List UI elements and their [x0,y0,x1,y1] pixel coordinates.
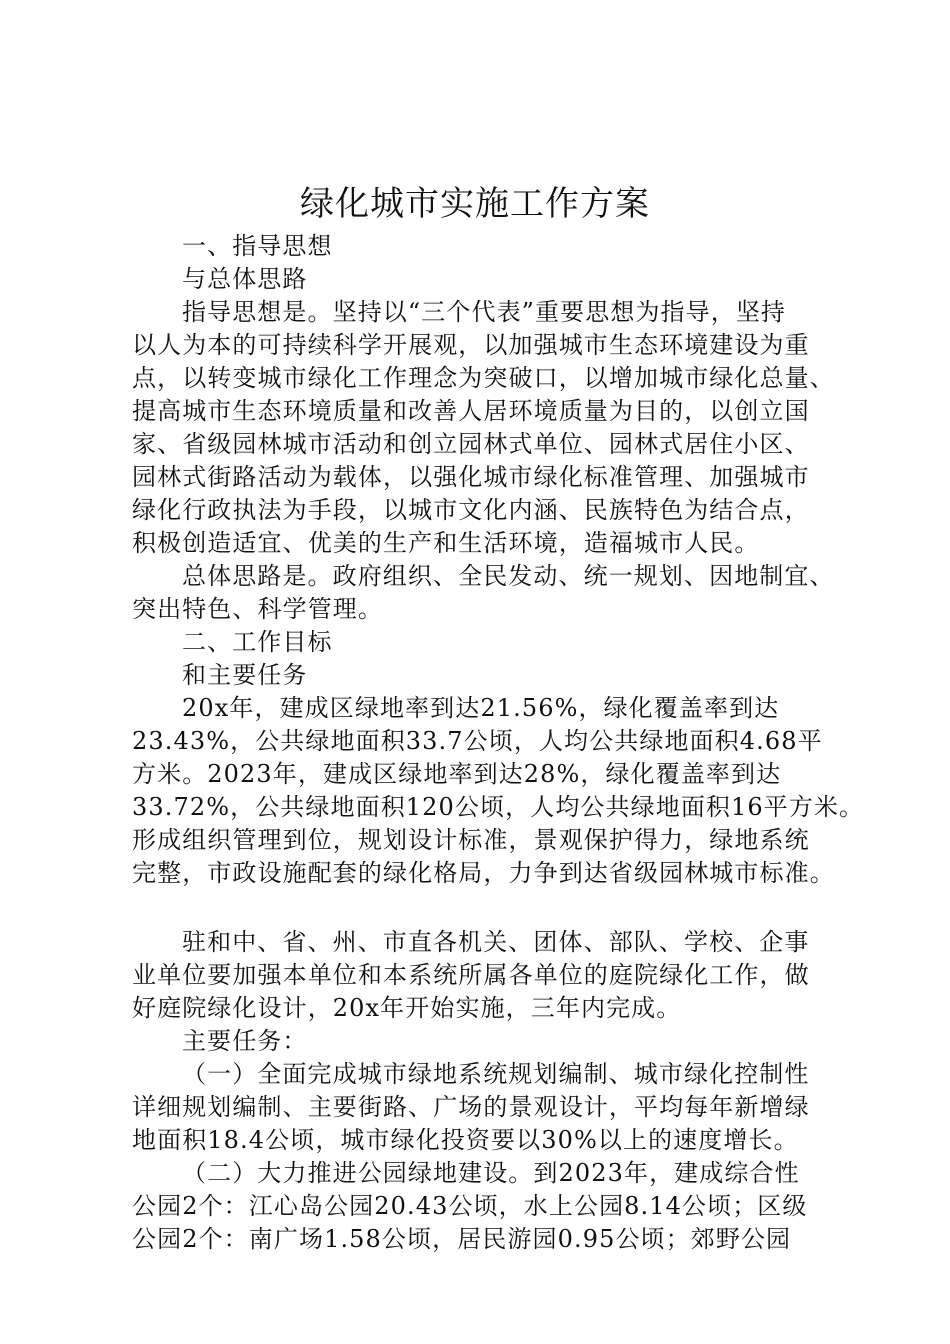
paragraph-line: 公园2个：南广场1.58公顷，居民游园0.95公顷；郊野公园 [132,1225,792,1253]
section-heading: 二、工作目标 [182,628,333,656]
paragraph-line: 积极创造适宜、优美的生产和生活环境，造福城市人民。 [132,529,760,557]
paragraph-line: 绿化行政执法为手段，以城市文化内涵、民族特色为结合点， [132,496,810,524]
paragraph-line: 园林式街路活动为载体，以强化城市绿化标准管理、加强城市 [132,463,810,491]
paragraph-line: 指导思想是。坚持以“三个代表”重要思想为指导，坚持 [182,298,787,326]
subheading: 主要任务： [182,1027,308,1055]
paragraph-line: 23.43%，公共绿地面积33.7公顷，人均公共绿地面积4.68平 [132,727,823,755]
document-title: 绿化城市实施工作方案 [300,184,650,224]
document-body [132,230,865,1256]
blank-line [132,890,832,926]
paragraph-line: 地面积18.4公顷，城市绿化投资要以30%以上的速度增长。 [132,1126,799,1154]
paragraph-line: （一）全面完成城市绿地系统规划编制、城市绿化控制性 [182,1060,810,1088]
paragraph-line: 详细规划编制、主要街路、广场的景观设计，平均每年新增绿 [132,1093,810,1121]
paragraph-line: （二）大力推进公园绿地建设。到2023年，建成综合性 [182,1159,800,1187]
paragraph-line: 总体思路是。政府组织、全民发动、统一规划、因地制宜、 [182,562,835,590]
paragraph-line: 33.72%，公共绿地面积120公顷，人均公共绿地面积16平方米。 [132,793,865,821]
paragraph-line: 20x年，建成区绿地率到达21.56%，绿化覆盖率到达 [182,694,780,722]
paragraph-line: 家、省级园林城市活动和创立园林式单位、园林式居住小区、 [132,430,810,458]
paragraph-line: 业单位要加强本单位和本系统所属各单位的庭院绿化工作，做 [132,961,810,989]
paragraph-line: 公园2个：江心岛公园20.43公顷，水上公园8.14公顷；区级 [132,1192,808,1220]
section-heading: 一、指导思想 [182,232,333,260]
paragraph-line: 方米。2023年，建成区绿地率到达28%，绿化覆盖率到达 [132,760,782,788]
paragraph-line: 点，以转变城市绿化工作理念为突破口，以增加城市绿化总量、 [132,364,835,392]
paragraph-line: 以人为本的可持续科学开展观，以加强城市生态环境建设为重 [132,331,810,359]
paragraph-line: 突出特色、科学管理。 [132,595,383,623]
paragraph-line: 好庭院绿化设计，20x年开始实施，三年内完成。 [132,994,682,1022]
section-heading-continued: 和主要任务 [182,661,308,689]
paragraph-line: 提高城市生态环境质量和改善人居环境质量为目的，以创立国 [132,397,810,425]
paragraph-line: 完整，市政设施配套的绿化格局，力争到达省级园林城市标准。 [132,859,835,887]
section-heading-continued: 与总体思路 [182,265,308,293]
paragraph-line: 形成组织管理到位，规划设计标准，景观保护得力，绿地系统 [132,826,810,854]
paragraph-line: 驻和中、省、州、市直各机关、团体、部队、学校、企事 [182,928,810,956]
